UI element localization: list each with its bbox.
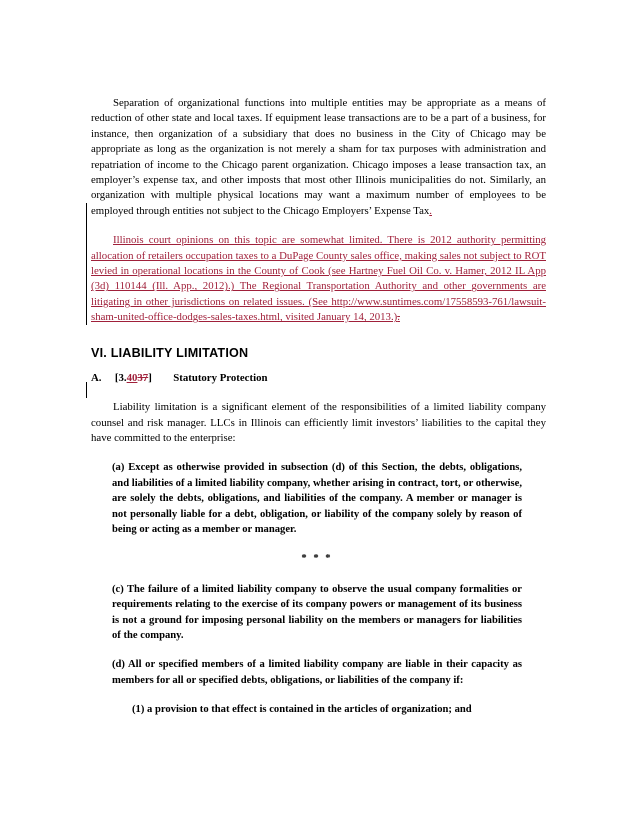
document-page: [91, 96, 546, 718]
change-bar: [86, 382, 87, 398]
inserted-text: .: [429, 204, 432, 217]
subsection-title: Statutory Protection: [173, 371, 268, 384]
statute-quote: [112, 460, 522, 717]
subsection-ref: [3.4037]: [114, 371, 152, 384]
quote-subsection-d1: (1) a provision to that effect is contained in the articles of organization; and: [132, 704, 472, 716]
quote-subsection-a: (a) Except as otherwise provided in subsection (d) of this Section, the debts, obligations, and liabilities of a limited liability company, whether arising in contract, tort, or otherwise, are solely the debts, obligations, and liabilities of the company. A member or manager is not personally liable for a debt, obligation, or liability of the company solely by reason of being or acting as a member or manager.: [112, 462, 522, 535]
quote-subsection-c: (c) The failure of a limited liability company to observe the usual company formalities or requirements relating to the exercise of its company powers or management of its business is not a ground for imposing personal liability on the members or managers for liabilities of the company.: [112, 583, 522, 641]
asterisks: * * *: [301, 553, 333, 565]
quote-subsection-d: (d) All or specified members of a limited liability company are liable in their capacity as members for all or specified debts, obligations, or liabilities of the company if:: [112, 659, 522, 686]
change-bar: [86, 203, 87, 325]
paragraph-liability: Liability limitation is a significant element of the responsibilities of a limited liability company counsel and risk manager. LLCs in Illinois can efficiently limit investors’ liabilities to the capital they have committed to the enterprise:: [91, 401, 546, 444]
paragraph-separation: Separation of organizational functions into multiple entities may be appropriate as a means of reduction of other state and local taxes. If equipment lease transactions are to be a part of a business, for instance, then organization of a subsidiary that does no business in the City of Chicago may be appropriate as long as the organization is not merely a sham for tax purposes with administration and repatriation of income to the Chicago parent organization. Chicago imposes a lease transaction tax, an employer’s expense tax, and other imposts that most other Illinois municipalities do not. Similarly, an organization with multiple physical locations may want a maximum number of employees to be employed through entities not subject to the Chicago Employers’ Expense Tax.: [91, 97, 546, 217]
subsection-letter: A.: [91, 371, 102, 384]
subsection-heading: [91, 371, 546, 386]
deleted-text: .: [397, 311, 400, 324]
section-heading: VI. LIABILITY LIMITATION: [91, 345, 249, 360]
paragraph-court-opinions: Illinois court opinions on this topic are somewhat limited. There is 2012 authority permitting allocation of retailers occupation taxes to a DuPage County sales office, making sales not subject to ROT levied in operational locations in the County of Cook (see Hartney Fuel Oil Co. v. Hamer, 2012 IL App (3d) 110144 (Ill. App., 2012).) The Regional Transportation Authority and other governments are litigating in other jurisdictions on related issues. (See http://www.suntimes.com/17558593-761/lawsuit-sham-united-office-dodges-sales-taxes.html, visited January 14, 2013.).: [91, 234, 546, 324]
